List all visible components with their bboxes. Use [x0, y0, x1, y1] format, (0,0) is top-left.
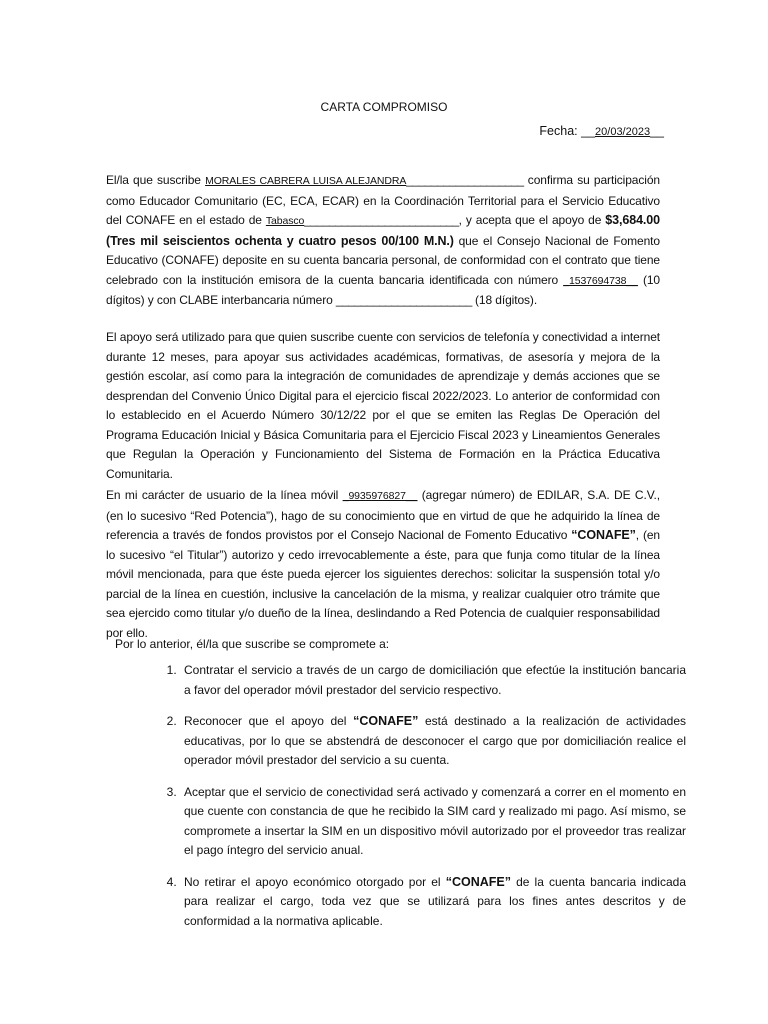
item-text: No retirar el apoyo económico otorgado por el [184, 874, 446, 889]
text-run: (agregar número) de EDILAR, S.A. DE C.V., (en lo sucesivo “Red Potencia”), hago de su conocimiento que en virtud de que he adquirido la línea de referencia a través de fondos provistos por el Consejo Nacional de Fomento Educativo [106, 488, 660, 542]
conafe-emphasis: “CONAFE” [353, 714, 419, 728]
state-value: Tabasco [265, 215, 305, 227]
item-text: está destinado a la realización de actividades educativas, por lo que se abstendrá de desconocer el cargo que por domiciliación realice el operador móvil prestador del servicio a su cuenta. [184, 714, 686, 767]
state-blank: _________________________ [304, 213, 459, 227]
phone-number: _9935976827__ [342, 490, 418, 502]
text-run: que el Consejo Nacional de Fomento Educativo (CONAFE) deposite en su cuenta bancaria personal, de conformidad con el contrato que tiene celebrado con la institución emisora de la cuenta bancaria identificada con número [106, 233, 660, 287]
support-amount: $3,684.00 (Tres mil seiscientos ochenta y cuatro pesos 00/100 M.N.) [106, 213, 661, 248]
list-item [180, 873, 686, 932]
list-item [180, 783, 686, 861]
commitment-intro: Por lo anterior, él/la que suscribe se compromete a: [115, 637, 390, 651]
item-text: Reconocer que el apoyo del [184, 714, 354, 728]
date-value: 20/03/2023 [595, 126, 651, 138]
item-text: Contratar el servicio a través de un cargo de domiciliación que efectúe la institución bancaria a favor del operador móvil prestador del servicio respectivo. [184, 663, 686, 697]
list-item [180, 661, 686, 700]
text-run: En mi carácter de usuario de la línea móvil [106, 488, 343, 502]
signer-name: MORALES CABRERA LUISA ALEJANDRA [205, 175, 407, 187]
text-run: El/la que suscribe [106, 173, 206, 187]
paragraph-line-transfer [106, 486, 660, 643]
item-text: de la cuenta bancaria indicada para realizar el cargo, toda vez que se utilizará para los fines antes descritos y de conformidad a la normativa aplicable. [184, 874, 686, 928]
text-run: confirma su participación como Educador Comunitario (EC, ECA, ECAR) en la Coordinación Territorial para el Servicio Educativo del CONAFE en el estado de [106, 173, 660, 227]
text-run: , (en lo sucesivo “el Titular”) autorizo y cedo irrevocablemente a éste, para que funja como titular de la línea móvil mencionada, para que éste pueda ejercer los siguientes derechos: solicitar la suspensión total y/o parcial de la línea en cuestión, inclusive la cancelación de la misma, y realizar cualquier otro trámite que sea ejercido como titular y/o dueño de la línea, deslindando a Red Potencia de cualquier responsabilidad por ello. [106, 528, 660, 640]
text-run: (18 dígitos). [471, 293, 538, 307]
date-line: Fecha: __20/03/2023__ [539, 124, 664, 138]
clabe-blank: ______________________ [335, 293, 472, 307]
name-blank: ___________________ [406, 173, 524, 187]
conafe-emphasis: “CONAFE” [571, 528, 636, 542]
commitment-list [152, 661, 686, 943]
paragraph-commitment [106, 171, 660, 311]
account-number: _1537694738__ [563, 274, 638, 287]
item-text: Aceptar que el servicio de conectividad será activado y comenzará a correr en el momento en que cuente con constancia de que he recibido la SIM card y realizado mi pago. Así mismo, se compromete a insertar la SIM en un dispositivo móvil autorizado por el proveedor tras realizar el pago íntegro del servicio anual. [184, 784, 686, 857]
paragraph-usage: El apoyo será utilizado para que quien suscribe cuente con servicios de telefonía y conectividad a internet durante 12 meses, para apoyar sus actividades académicas, formativas, de asesoría y mejora de la gestión escolar, así como para la integración de comunidades de aprendizaje y demás acciones que se desprendan del Convenio Único Digital para el ejercicio fiscal 2022/2023. Lo anterior de conformidad con lo establecido en el Acuerdo Número 30/12/22 por el que se emiten las Reglas De Operación del Programa Educación Inicial y Básica Comunitaria para el Ejercicio Fiscal 2023 y Lineamientos Generales que Regulan la Operación y Funcionamiento del Sistema de Formación en la Práctica Educativa Comunitaria. [106, 330, 660, 481]
list-item [180, 712, 686, 771]
conafe-emphasis: “CONAFE” [445, 874, 511, 889]
text-run: , y acepta que el apoyo de [458, 213, 606, 227]
date-label: Fecha: [539, 124, 578, 138]
document-title: CARTA COMPROMISO [320, 100, 448, 114]
text-run: (10 dígitos) y con CLABE interbancaria número [106, 272, 661, 307]
